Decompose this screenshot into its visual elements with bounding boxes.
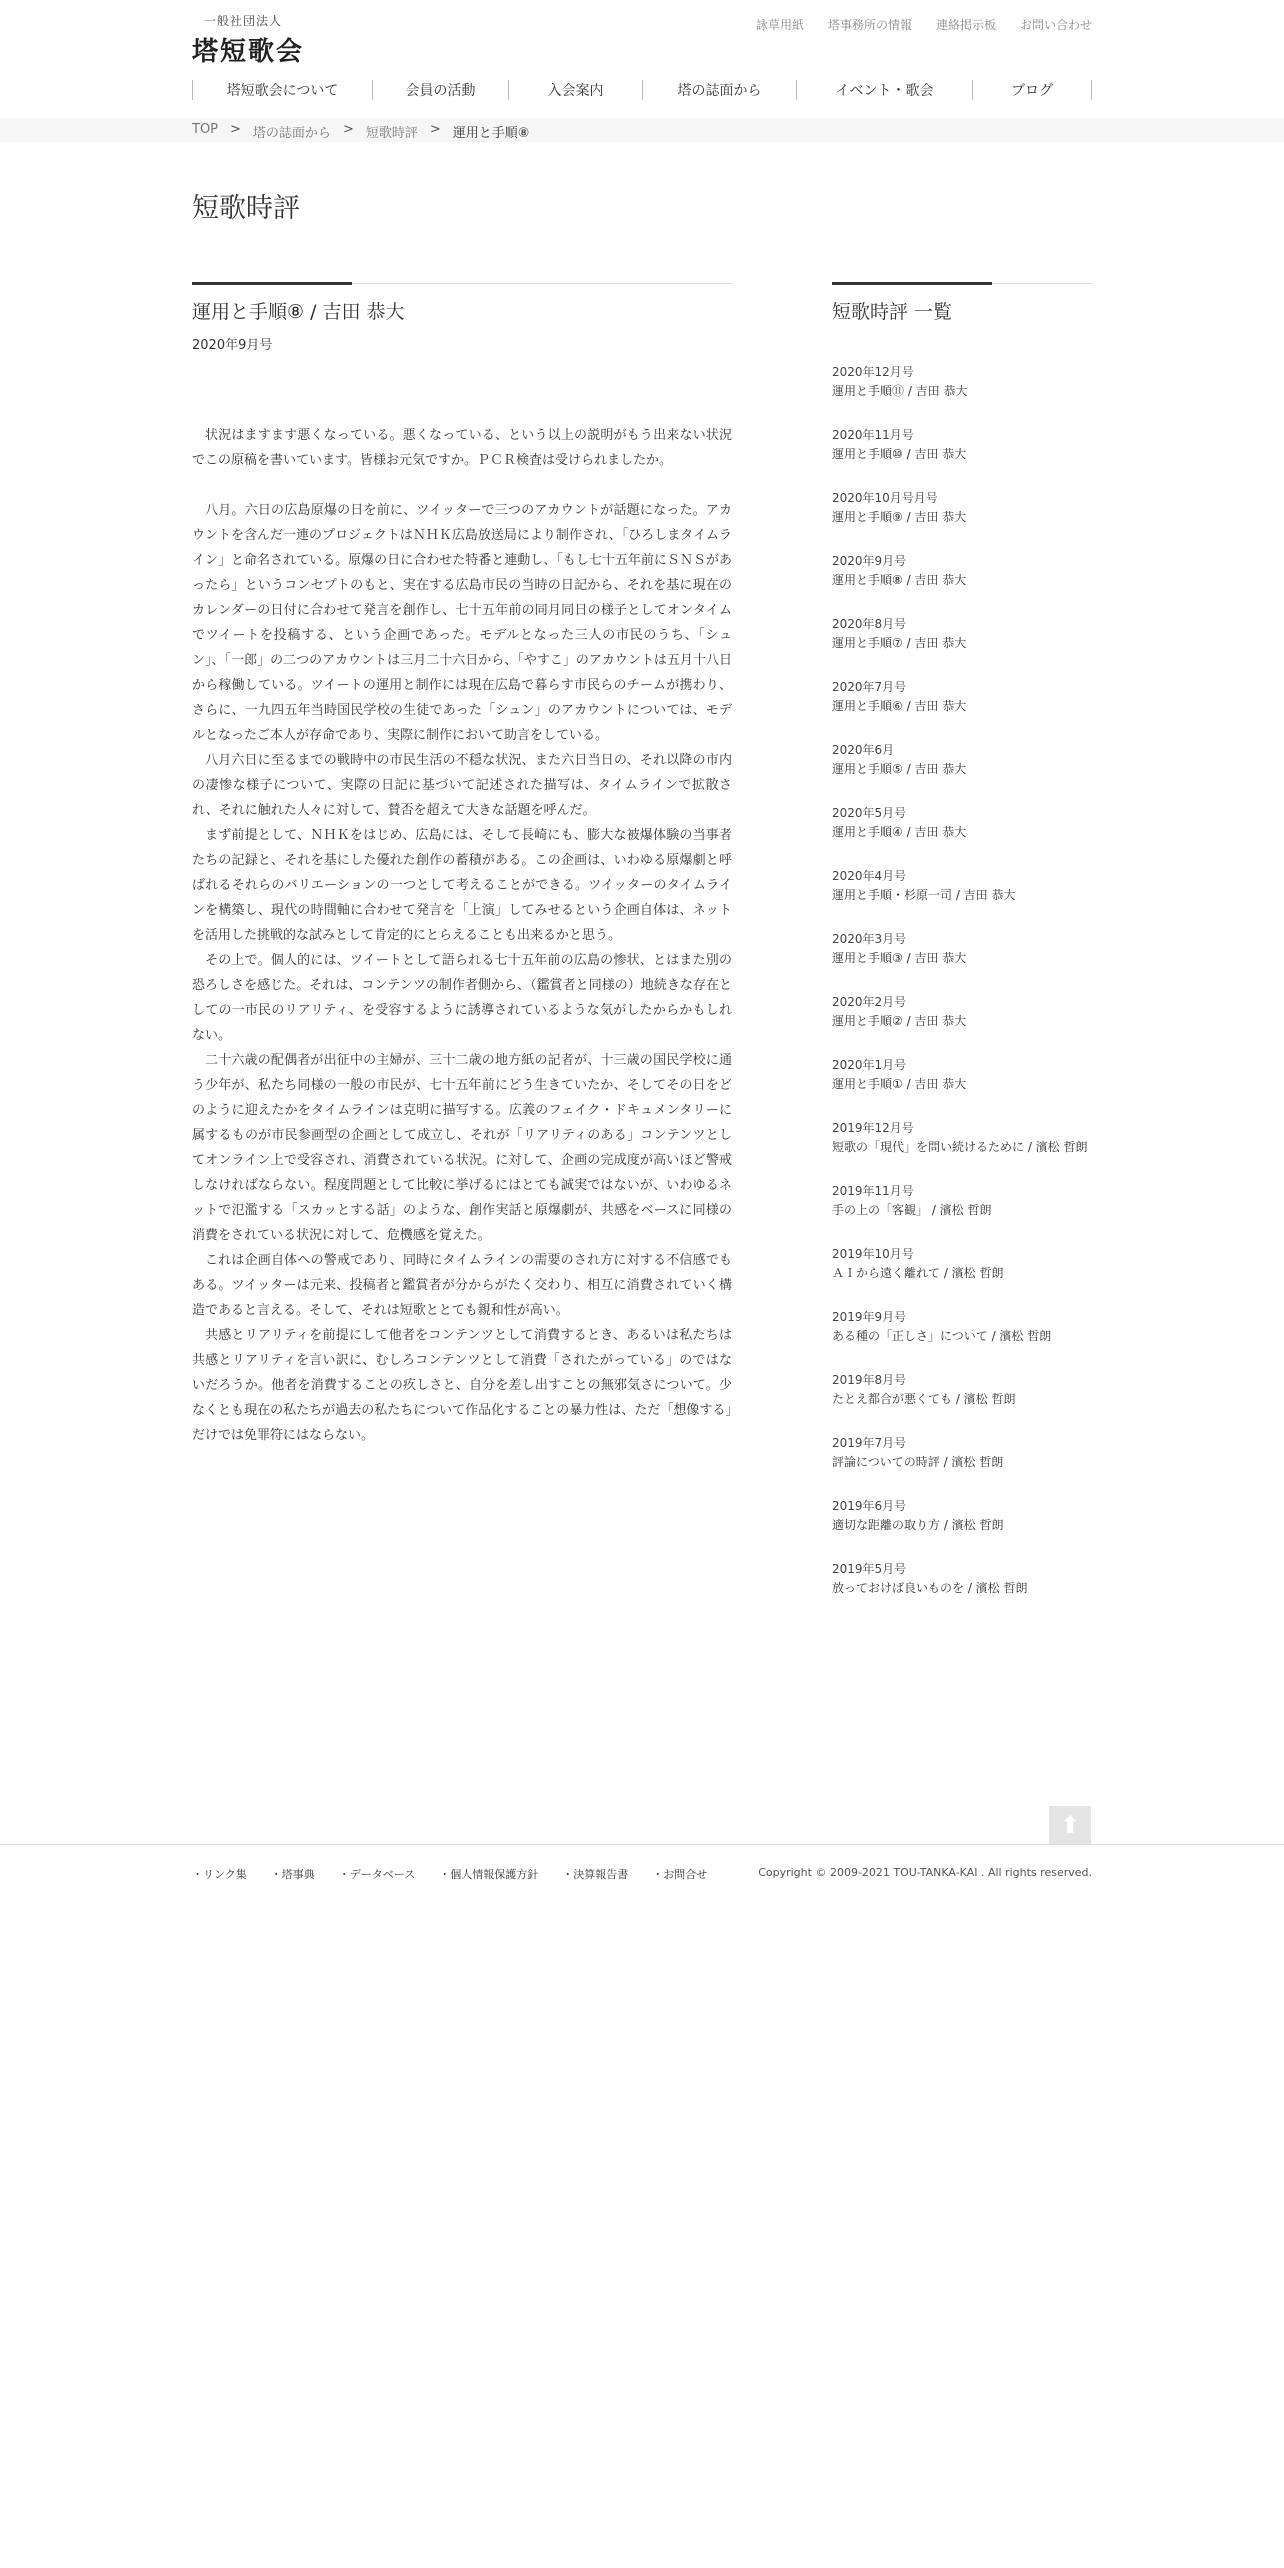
footer-links: [192, 1866, 707, 1882]
sidebar-item-date: 2020年11月号: [832, 428, 914, 442]
footer-link-links[interactable]: ・リンク集: [192, 1868, 247, 1881]
sidebar-item[interactable]: [832, 805, 1092, 843]
sidebar-item-link[interactable]: 運用と手順⑩ / 吉田 恭大: [832, 447, 967, 461]
article-paragraph: これは企画自体への警戒であり、同時にタイムラインの需要のされ方に対する不信感でもある。ツイッターは元来、投稿者と鑑賞者が分からがたく交わり、相互に消費されていく構造であると言える。そして、それは短歌ととても親和性が高い。: [192, 1253, 732, 1318]
sidebar-item-link[interactable]: 運用と手順⑧ / 吉田 恭大: [832, 573, 967, 587]
sidebar-item[interactable]: [832, 679, 1092, 717]
nav-item-join[interactable]: 入会案内: [509, 80, 643, 100]
sidebar-item[interactable]: [832, 1498, 1092, 1536]
sidebar: [832, 282, 1092, 1624]
breadcrumb-separator: >: [230, 122, 241, 137]
copyright: Copyright © 2009-2021 TOU-TANKA-KAI . All rights reserved.: [758, 1866, 1092, 1879]
breadcrumb-separator: >: [342, 122, 354, 137]
sidebar-item-date: 2020年1月号: [832, 1058, 907, 1072]
sidebar-item-date: 2019年8月号: [832, 1373, 907, 1387]
breadcrumb-current: 運用と手順⑧: [452, 126, 530, 141]
sidebar-item-link[interactable]: 運用と手順① / 吉田 恭大: [832, 1077, 967, 1091]
article-paragraph: まず前提として、ＮＨＫをはじめ、広島には、そして長崎にも、膨大な被爆体験の当事者たちの記録と、それを基にした優れた創作の蓄積がある。この企画は、いわゆる原爆劇と呼ばれるそれらのバリエーションの一つとして考えることができる。ツイッターのタイムラインを構築し、現代の時間軸に合わせて発言を「上演」してみせるという企画自体は、ネットを活用した挑戦的な試みとして肯定的にとらえることも出来るかと思う。: [192, 828, 732, 943]
logo-site-name: 塔短歌会: [192, 37, 305, 67]
article-date: 2020年9月号: [192, 338, 273, 353]
sidebar-item-date: 2020年5月号: [832, 806, 907, 820]
sidebar-item-link[interactable]: 適切な距離の取り方 / 濱松 哲朗: [832, 1518, 1004, 1532]
sidebar-item-link[interactable]: 運用と手順⑪ / 吉田 恭大: [832, 384, 968, 398]
sidebar-item-date: 2019年11月号: [832, 1184, 914, 1198]
article-paragraph: その上で。個人的には、ツイートとして語られる七十五年前の広島の惨状、とはまた別の恐ろしさを感じた。それは、コンテンツの制作者側から、（鑑賞者と同様の）地続きな存在としての一市民のリアリティ、を受容するように誘導されているような気がしたからかもしれない。: [192, 953, 732, 1043]
sidebar-list: [832, 364, 1092, 1599]
sidebar-item-link[interactable]: 運用と手順⑤ / 吉田 恭大: [832, 762, 967, 776]
sidebar-item-date: 2019年10月号: [832, 1247, 914, 1261]
sidebar-item-date: 2020年3月号: [832, 932, 907, 946]
article-title: 運用と手順⑧ / 吉田 恭大: [192, 301, 405, 323]
sidebar-item-date: 2019年12月号: [832, 1121, 914, 1135]
article-paragraph: 二十六歳の配偶者が出征中の主婦が、三十二歳の地方紙の記者が、十三歳の国民学校に通う少年が、私たち同様の一般の市民が、七十五年前にどう生きていたか、そしてその日をどのように迎えたかをタイムラインは克明に描写する。広義のフェイク・ドキュメンタリーに属するものが市民参画型の企画として成立し、それが「リアリティのある」コンテンツとしてオンライン上で受容され、消費されている状況。に対して、企画の完成度が高いほど警戒しなければならない。程度問題として比較に挙げるにはとても誠実ではないが、いわゆるネットで氾濫する「スカッとする話」のような、創作実話と原爆劇が、共感をベースに同様の消費をされている状況に対して、危機感を覚えた。: [192, 1053, 732, 1243]
sidebar-item[interactable]: [832, 868, 1092, 906]
utility-link-eisou-form[interactable]: 詠草用紙: [755, 18, 804, 32]
nav-item-blog[interactable]: ブログ: [973, 80, 1092, 100]
utility-link-bulletin-board[interactable]: 連絡掲示板: [935, 18, 996, 32]
footer-link-financial-report[interactable]: ・決算報告書: [562, 1868, 629, 1881]
breadcrumb-separator: >: [429, 122, 441, 137]
sidebar-item[interactable]: [832, 1372, 1092, 1410]
nav-item-magazine[interactable]: 塔の誌面から: [643, 80, 797, 100]
sidebar-item-date: 2020年10月号月号: [832, 491, 938, 505]
sidebar-item[interactable]: [832, 1435, 1092, 1473]
footer-divider: [0, 1844, 1284, 1845]
footer-link-dictionary[interactable]: ・塔事典: [270, 1868, 315, 1881]
sidebar-item-link[interactable]: 運用と手順④ / 吉田 恭大: [832, 825, 967, 839]
article-paragraph: 八月。六日の広島原爆の日を前に、ツイッターで三つのアカウントが話題になった。アカウントを含んだ一連のプロジェクトはＮＨＫ広島放送局により制作され、「ひろしまタイムライン」と命名されている。原爆の日に合わせた特番と連動し、「もし七十五年前にＳＮＳがあったら」というコンセプトのもと、実在する広島市民の当時の日記から、それを基に現在のカレンダーの日付に合わせて発言を創作し、七十五年前の同月同日の様子としてオンタイムでツイートを投稿する、という企画であった。モデルとなった三人の市民のうち、「シュン」、「一郎」の二つのアカウントは三月二十六日から、「やすこ」のアカウントは五月十八日から稼働している。ツイートの運用と制作には現在広島で暮らす市民らのチームが携わり、さらに、一九四五年当時国民学校の生徒であった「シュン」のアカウントについては、モデルとなったご本人が存命であり、実際に制作において助言をしている。: [192, 503, 732, 743]
footer-link-database[interactable]: ・データベース: [338, 1868, 416, 1881]
article-divider: [192, 282, 732, 285]
sidebar-item-link[interactable]: ある種の「正しさ」について / 濱松 哲朗: [832, 1329, 1052, 1343]
logo-org-label: 一般社団法人: [204, 14, 283, 28]
utility-links: [756, 16, 1092, 33]
sidebar-item-link[interactable]: 運用と手順⑦ / 吉田 恭大: [832, 636, 967, 650]
arrow-up-icon: ⬆: [1059, 1811, 1081, 1839]
sidebar-item-link[interactable]: たとえ都合が悪くても / 濱松 哲朗: [832, 1392, 1016, 1406]
sidebar-item-link[interactable]: 放っておけば良いものを / 濱松 哲朗: [832, 1581, 1028, 1595]
sidebar-item[interactable]: [832, 1120, 1092, 1158]
sidebar-item-date: 2019年5月号: [832, 1562, 907, 1576]
sidebar-item-date: 2020年4月号: [832, 869, 907, 883]
page-top-button[interactable]: [1049, 1806, 1091, 1844]
article-paragraph: 状況はますます悪くなっている。悪くなっている、という以上の説明がもう出来ない状況でこの原稿を書いています。皆様お元気ですか。ＰＣＲ検査は受けられましたか。: [192, 428, 732, 468]
sidebar-item-link[interactable]: 手の上の「客観」 / 濱松 哲朗: [832, 1203, 992, 1217]
sidebar-item[interactable]: [832, 931, 1092, 969]
breadcrumb-magazine[interactable]: 塔の誌面から: [252, 126, 331, 141]
nav-item-activities[interactable]: 会員の活動: [373, 80, 509, 100]
nav-item-events[interactable]: イベント・歌会: [797, 80, 973, 100]
article: [192, 282, 732, 1448]
sidebar-item-date: 2020年9月号: [832, 554, 907, 568]
page-title: 短歌時評: [192, 193, 300, 224]
sidebar-item[interactable]: [832, 1309, 1092, 1347]
breadcrumb-bar: [0, 118, 1284, 142]
site-logo[interactable]: [192, 12, 304, 68]
sidebar-item-date: 2020年6月: [832, 743, 895, 757]
sidebar-item[interactable]: [832, 1183, 1092, 1221]
sidebar-item-date: 2019年9月号: [832, 1310, 907, 1324]
sidebar-item-date: 2020年7月号: [832, 680, 907, 694]
article-paragraph: 八月六日に至るまでの戦時中の市民生活の不穏な状況、また六日当日の、それ以降の市内の凄惨な様子について、実際の日記に基づいて記述された描写は、タイムラインで拡散され、それに触れた人々に対して、賛否を超えて大きな話題を呼んだ。: [192, 753, 732, 818]
sidebar-item-date: 2020年8月号: [832, 617, 907, 631]
sidebar-item[interactable]: [832, 364, 1092, 402]
sidebar-item[interactable]: [832, 1246, 1092, 1284]
sidebar-item-link[interactable]: 運用と手順⑨ / 吉田 恭大: [832, 510, 967, 524]
sidebar-item-link[interactable]: ＡＩから遠く離れて / 濱松 哲朗: [832, 1266, 1004, 1280]
sidebar-item-link[interactable]: 運用と手順② / 吉田 恭大: [832, 1014, 967, 1028]
sidebar-item-date: 2020年12月号: [832, 365, 914, 379]
sidebar-item[interactable]: [832, 427, 1092, 465]
sidebar-item-date: 2020年2月号: [832, 995, 907, 1009]
sidebar-item[interactable]: [832, 994, 1092, 1032]
sidebar-item[interactable]: [832, 1057, 1092, 1095]
sidebar-item-date: 2019年7月号: [832, 1436, 907, 1450]
utility-link-contact[interactable]: お問い合わせ: [1019, 18, 1092, 32]
sidebar-title: 短歌時評 一覧: [832, 301, 953, 323]
sidebar-item[interactable]: [832, 742, 1092, 780]
sidebar-item-link[interactable]: 運用と手順・杉原一司 / 吉田 恭大: [832, 888, 1016, 902]
sidebar-item-link[interactable]: 運用と手順⑥ / 吉田 恭大: [832, 699, 967, 713]
sidebar-divider: [832, 282, 1092, 285]
footer-link-contact[interactable]: ・お問合せ: [652, 1868, 708, 1881]
breadcrumb: [192, 122, 529, 141]
sidebar-item-link[interactable]: 運用と手順③ / 吉田 恭大: [832, 951, 967, 965]
sidebar-item[interactable]: [832, 1561, 1092, 1599]
breadcrumb-jihyo[interactable]: 短歌時評: [365, 126, 418, 141]
breadcrumb-top[interactable]: TOP: [192, 122, 219, 137]
utility-link-office-info[interactable]: 塔事務所の情報: [827, 18, 912, 32]
footer-link-privacy[interactable]: ・個人情報保護方針: [439, 1868, 539, 1881]
sidebar-item[interactable]: [832, 553, 1092, 591]
article-body: [192, 423, 732, 1448]
sidebar-item-date: 2019年6月号: [832, 1499, 907, 1513]
global-nav: [192, 80, 1092, 100]
sidebar-item[interactable]: [832, 490, 1092, 528]
sidebar-item[interactable]: [832, 616, 1092, 654]
article-paragraph: 共感とリアリティを前提にして他者をコンテンツとして消費するとき、あるいは私たちは共感とリアリティを言い訳に、むしろコンテンツとして消費「されたがっている」のではないだろうか。他者を消費することの疚しさと、自分を差し出すことの無邪気さについて。少なくとも現在の私たちが過去の私たちについて作品化することの暴力性は、ただ「想像する」だけでは免罪符にはならない。: [192, 1328, 732, 1443]
sidebar-item-link[interactable]: 短歌の「現代」を問い続けるために / 濱松 哲朗: [832, 1140, 1088, 1154]
site-header: [0, 0, 1284, 118]
sidebar-item-link[interactable]: 評論についての時評 / 濱松 哲朗: [832, 1455, 1004, 1469]
nav-item-about[interactable]: 塔短歌会について: [193, 80, 373, 100]
